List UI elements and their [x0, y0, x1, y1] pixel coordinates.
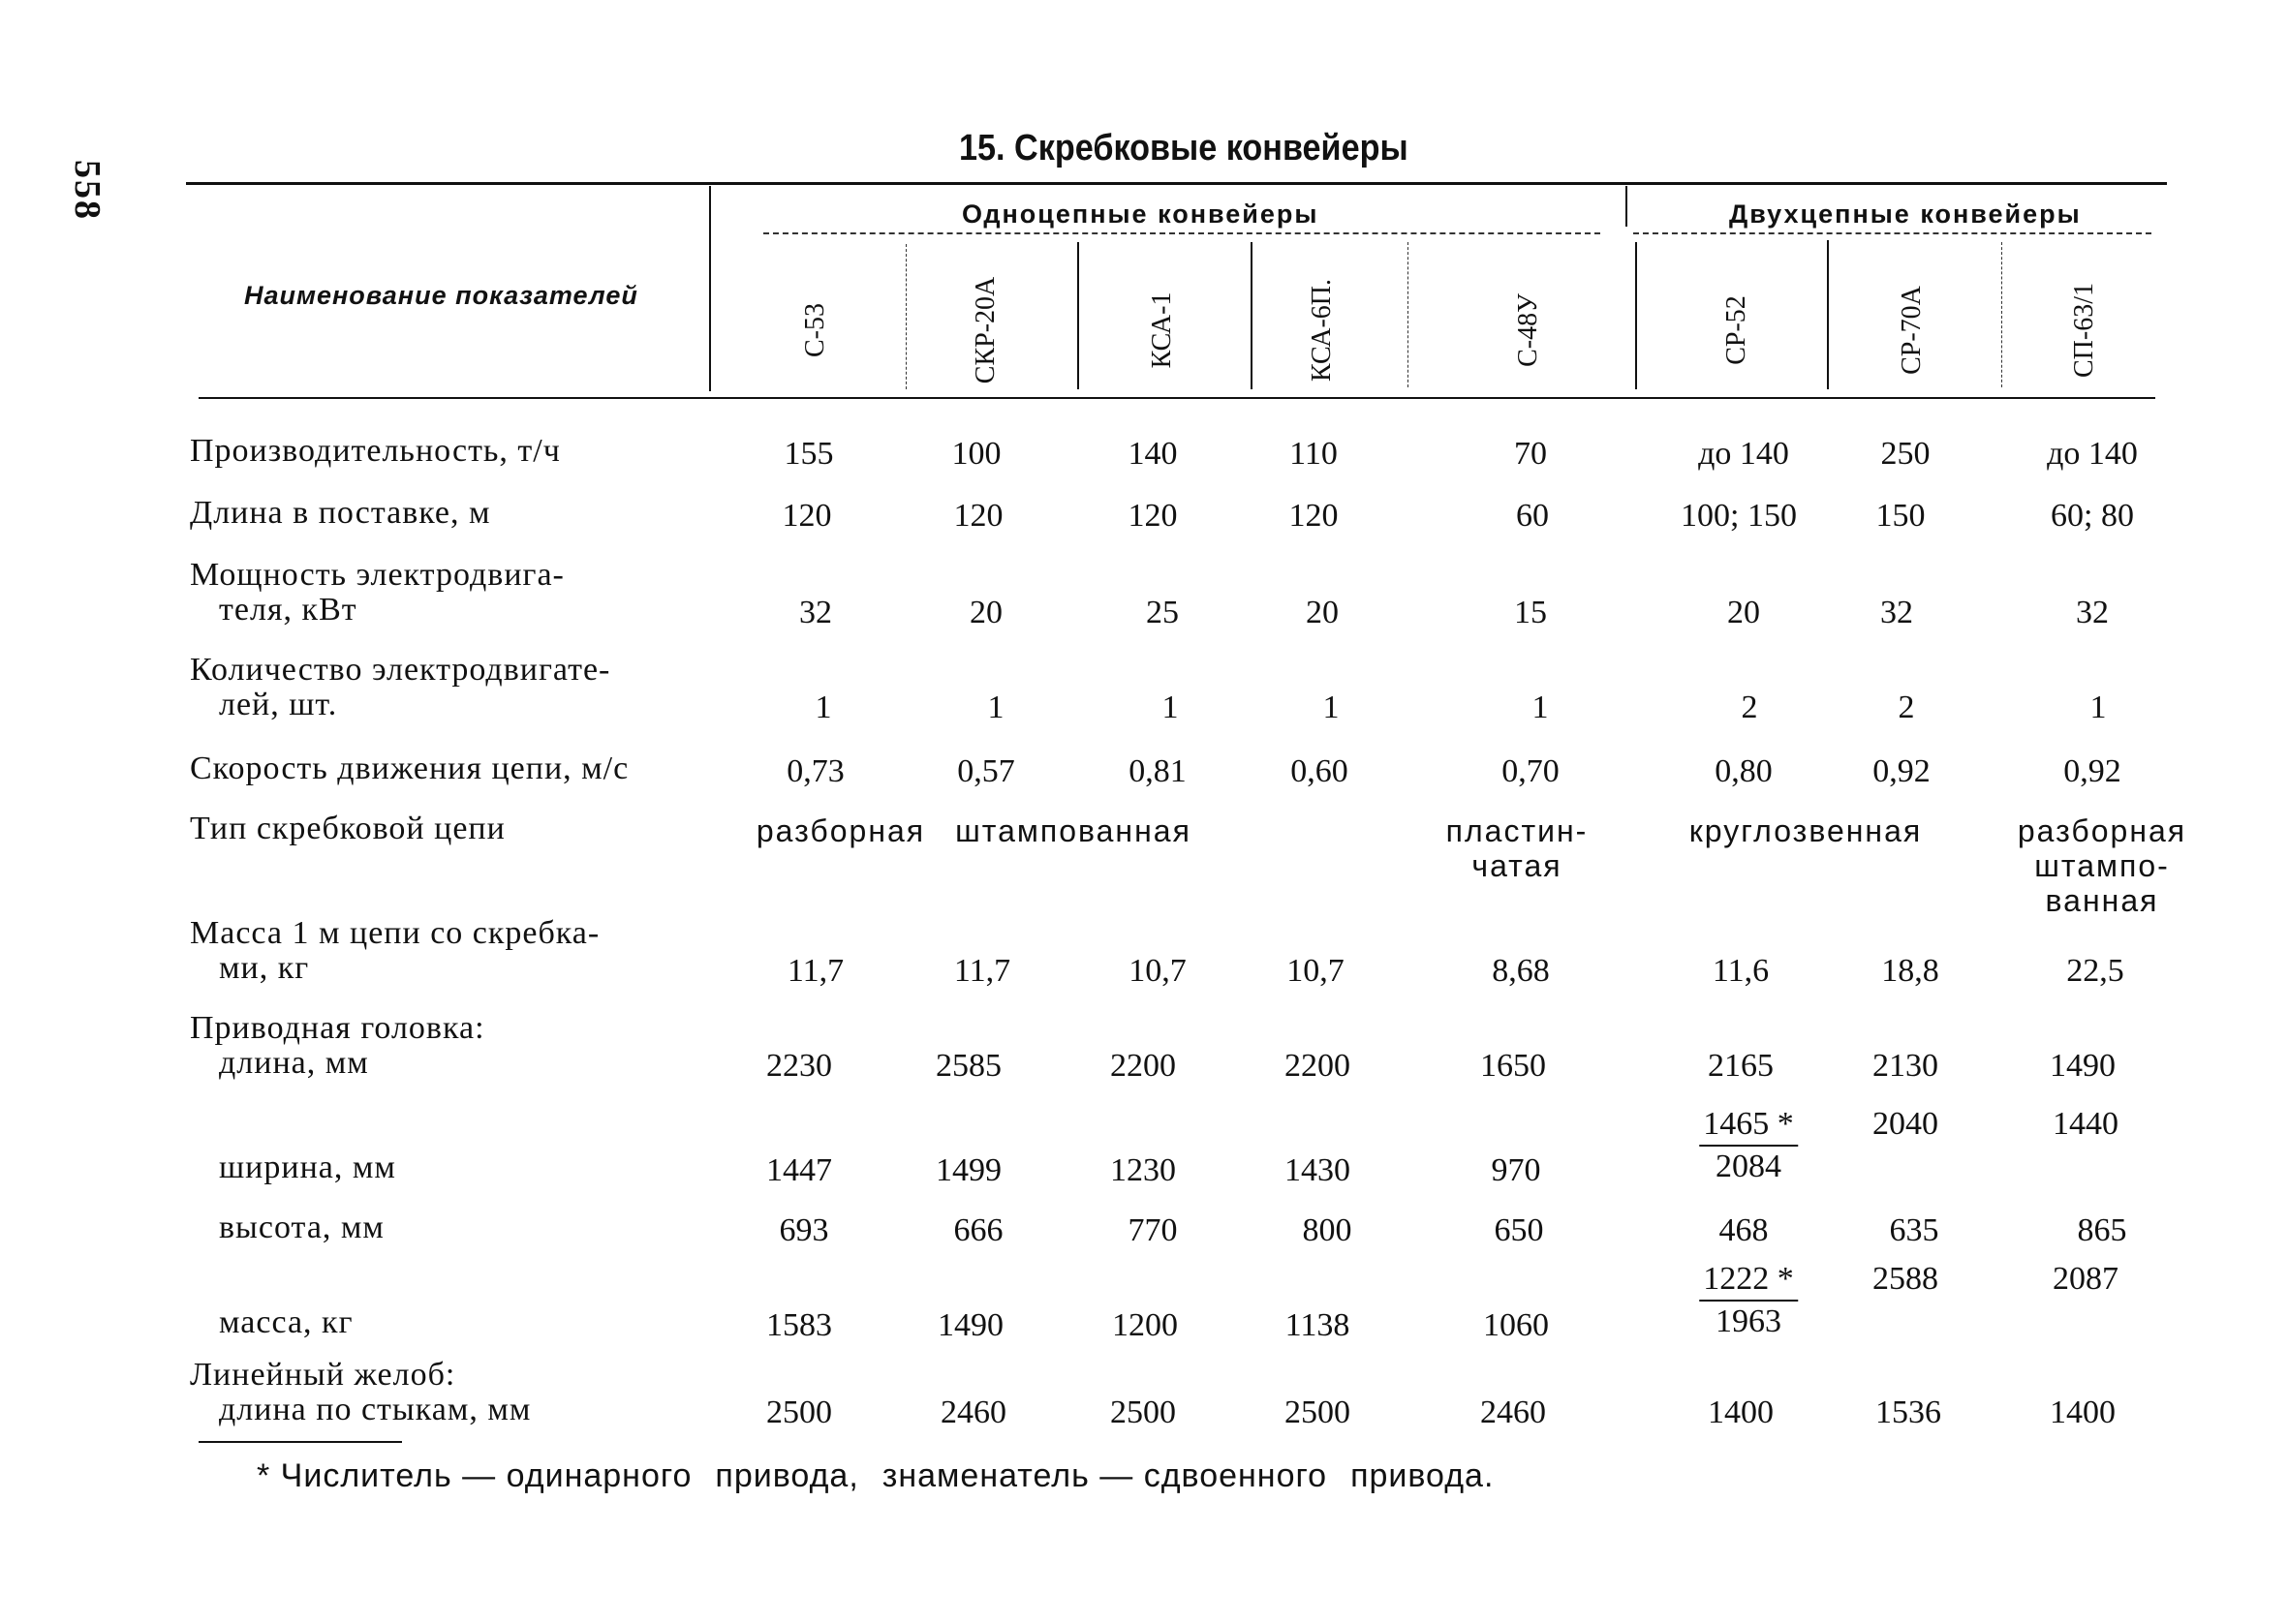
- table-cell: 1: [1531, 689, 1549, 725]
- model-sr70a: СР-70А: [1897, 286, 1927, 375]
- fraction-numerator: 1222 *: [1699, 1261, 1798, 1302]
- table-cell: до 140: [1698, 436, 1789, 472]
- table-cell: 250: [1880, 436, 1931, 472]
- indicator-column-header: Наименование показателей: [244, 281, 638, 310]
- table-cell: 0,80: [1715, 753, 1773, 789]
- table-cell: 1490: [938, 1307, 1004, 1343]
- table-cell: 32: [1880, 595, 1913, 630]
- model-sp631: СП-63/1: [2069, 283, 2099, 378]
- table-cell: 20: [1306, 595, 1339, 630]
- table-cell: 970: [1491, 1152, 1541, 1188]
- row-label-motor-count: Количество электродвигате-: [190, 652, 611, 688]
- row-label-chain-mass: Масса 1 м цепи со скребка-: [190, 915, 601, 951]
- table-cell: 2: [1898, 689, 1915, 725]
- table-cell: 1: [2089, 689, 2107, 725]
- model-c48u: С-48У: [1513, 293, 1543, 367]
- model-divider: [906, 244, 909, 389]
- row-label-capacity: Производительность, т/ч: [190, 433, 561, 469]
- table-cell: 2500: [1284, 1394, 1350, 1430]
- table-cell: 1: [987, 689, 1005, 725]
- model-sr52: СР-52: [1721, 295, 1751, 365]
- model-divider: [2001, 242, 2004, 387]
- row-label-motor-power-cont: теля, кВт: [219, 592, 357, 628]
- table-cell: 2588: [1872, 1261, 1938, 1297]
- model-divider: [1407, 242, 1410, 387]
- row-label-linear-trough: Линейный желоб:: [190, 1357, 456, 1393]
- table-cell: 1400: [1708, 1394, 1774, 1430]
- fraction-denominator: 2084: [1716, 1149, 1781, 1184]
- table-cell: 8,68: [1492, 953, 1550, 989]
- group-double-chain: Двухцепные конвейеры: [1729, 199, 2082, 229]
- row-label-chain-mass-cont: ми, кг: [219, 950, 310, 986]
- table-cell: 2200: [1110, 1048, 1176, 1084]
- table-cell: 1583: [766, 1307, 832, 1343]
- table-cell: 1499: [936, 1152, 1002, 1188]
- table-cell: 0,92: [1872, 753, 1931, 789]
- table-cell: 2460: [941, 1394, 1006, 1430]
- row-label-joint-length: длина по стыкам, мм: [219, 1392, 532, 1427]
- table-title: 15. Скребковые конвейеры: [959, 128, 1408, 169]
- table-cell: 693: [779, 1212, 829, 1248]
- table-cell: 666: [953, 1212, 1004, 1248]
- group-single-chain: Одноцепные конвейеры: [962, 199, 1319, 229]
- table-cell: 11,7: [953, 953, 1011, 989]
- table-cell: 2230: [766, 1048, 832, 1084]
- table-cell: 22,5: [2066, 953, 2124, 989]
- table-cell: 0,70: [1501, 753, 1560, 789]
- table-cell: 1440: [2053, 1106, 2118, 1142]
- table-cell: 0,60: [1290, 753, 1348, 789]
- table-cell: 1230: [1110, 1152, 1176, 1188]
- table-cell: 2040: [1872, 1106, 1938, 1142]
- chain-type-cell: круглозвенная: [1688, 813, 1923, 848]
- table-cell: 155: [784, 436, 834, 472]
- table-cell: 865: [2077, 1212, 2127, 1248]
- table-cell: 2500: [1110, 1394, 1176, 1430]
- footnote-part: знаменатель — сдвоенного: [881, 1457, 1328, 1494]
- table-cell: 120: [782, 498, 832, 534]
- table-cell: 0,57: [957, 753, 1015, 789]
- table-cell: 60; 80: [2051, 498, 2134, 534]
- chain-type-cell: разборная штампо- ванная: [2017, 813, 2187, 918]
- row-label-drive-height: высота, мм: [219, 1210, 385, 1245]
- table-cell: 120: [953, 498, 1004, 534]
- row-label-drive-mass: масса, кг: [219, 1304, 354, 1340]
- footnote-part: * Числитель — одинарного: [257, 1457, 693, 1494]
- table-cell: 0,92: [2063, 753, 2121, 789]
- model-ksa6p: КСА-6П.: [1307, 278, 1337, 383]
- table-cell: 1200: [1112, 1307, 1178, 1343]
- table-cell: 120: [1128, 498, 1178, 534]
- table-cell: 2087: [2053, 1261, 2118, 1297]
- table-cell: 1447: [766, 1152, 832, 1188]
- page-number: 558: [67, 160, 108, 221]
- table-cell: 2: [1741, 689, 1758, 725]
- table-cell: 18,8: [1881, 953, 1939, 989]
- table-cell: 1430: [1284, 1152, 1350, 1188]
- header-divider-vertical: [709, 186, 711, 391]
- table-cell: 120: [1288, 498, 1339, 534]
- table-cell: 150: [1875, 498, 1926, 534]
- table-cell: 650: [1494, 1212, 1544, 1248]
- row-label-motor-count-cont: лей, шт.: [219, 687, 338, 722]
- table-cell: 70: [1514, 436, 1547, 472]
- table-cell: 10,7: [1129, 953, 1187, 989]
- fraction-numerator: 1465 *: [1699, 1106, 1798, 1147]
- table-cell: 20: [1727, 595, 1760, 630]
- model-c53: С-53: [800, 303, 830, 357]
- header-bottom-rule: [199, 397, 2155, 399]
- table-cell: 11,7: [787, 953, 845, 989]
- footnote: [257, 1457, 1517, 1495]
- table-cell: 60: [1516, 498, 1549, 534]
- fraction-cell: [1699, 1261, 1798, 1340]
- table-cell: 800: [1302, 1212, 1352, 1248]
- model-divider: [1635, 242, 1637, 389]
- table-cell: 635: [1889, 1212, 1939, 1248]
- model-ksa1: КСА-1: [1147, 291, 1177, 369]
- table-cell: 25: [1146, 595, 1179, 630]
- table-cell: 1490: [2050, 1048, 2116, 1084]
- table-cell: до 140: [2047, 436, 2138, 472]
- table-cell: 770: [1128, 1212, 1178, 1248]
- table-cell: 0,81: [1129, 753, 1187, 789]
- table-cell: 11,6: [1712, 953, 1770, 989]
- chain-type-cell: пластин- чатая: [1445, 813, 1589, 883]
- table-cell: 100: [951, 436, 1002, 472]
- row-label-drive-head: Приводная головка:: [190, 1010, 485, 1046]
- model-skr20a: СКР-20А: [971, 276, 1001, 384]
- group-underline-double: [1633, 232, 2151, 234]
- fraction-cell: [1699, 1106, 1798, 1185]
- table-cell: 15: [1514, 595, 1547, 630]
- table-cell: 2130: [1872, 1048, 1938, 1084]
- row-label-delivery-length: Длина в поставке, м: [190, 495, 491, 531]
- footnote-part: привода,: [715, 1457, 859, 1494]
- row-label-motor-power: Мощность электродвига-: [190, 557, 565, 593]
- table-cell: 1400: [2050, 1394, 2116, 1430]
- table-cell: 2500: [766, 1394, 832, 1430]
- row-label-drive-width: ширина, мм: [219, 1149, 396, 1185]
- table-cell: 1: [815, 689, 832, 725]
- table-cell: 0,73: [787, 753, 845, 789]
- table-cell: 2585: [936, 1048, 1002, 1084]
- table-cell: 32: [2076, 595, 2109, 630]
- group-underline-single: [763, 232, 1600, 234]
- table-cell: 2165: [1708, 1048, 1774, 1084]
- footnote-part: привода.: [1350, 1457, 1495, 1494]
- row-label-chain-type: Тип скребковой цепи: [190, 811, 506, 846]
- table-cell: 1060: [1483, 1307, 1549, 1343]
- table-cell: 32: [799, 595, 832, 630]
- chain-type-cell: разборная: [756, 813, 926, 848]
- table-cell: 2200: [1284, 1048, 1350, 1084]
- group-divider-vertical: [1625, 186, 1627, 227]
- table-cell: 110: [1289, 436, 1338, 472]
- table-cell: 20: [970, 595, 1003, 630]
- row-label-chain-speed: Скорость движения цепи, м/с: [190, 751, 630, 786]
- chain-type-cell: штампованная: [955, 813, 1191, 848]
- table-cell: 2460: [1480, 1394, 1546, 1430]
- footnote-rule: [199, 1441, 402, 1443]
- table-cell: 468: [1718, 1212, 1769, 1248]
- model-divider: [1077, 242, 1079, 389]
- fraction-denominator: 1963: [1716, 1303, 1781, 1339]
- table-cell: 1650: [1480, 1048, 1546, 1084]
- table-cell: 140: [1128, 436, 1178, 472]
- model-divider: [1251, 242, 1252, 389]
- table-cell: 100; 150: [1681, 498, 1797, 534]
- table-cell: 1: [1161, 689, 1179, 725]
- row-label-drive-length: длина, мм: [219, 1045, 369, 1081]
- table-cell: 1138: [1284, 1307, 1350, 1343]
- table-cell: 10,7: [1286, 953, 1345, 989]
- table-cell: 1536: [1875, 1394, 1941, 1430]
- table-cell: 1: [1322, 689, 1340, 725]
- top-rule: [186, 182, 2167, 185]
- model-divider: [1827, 240, 1829, 389]
